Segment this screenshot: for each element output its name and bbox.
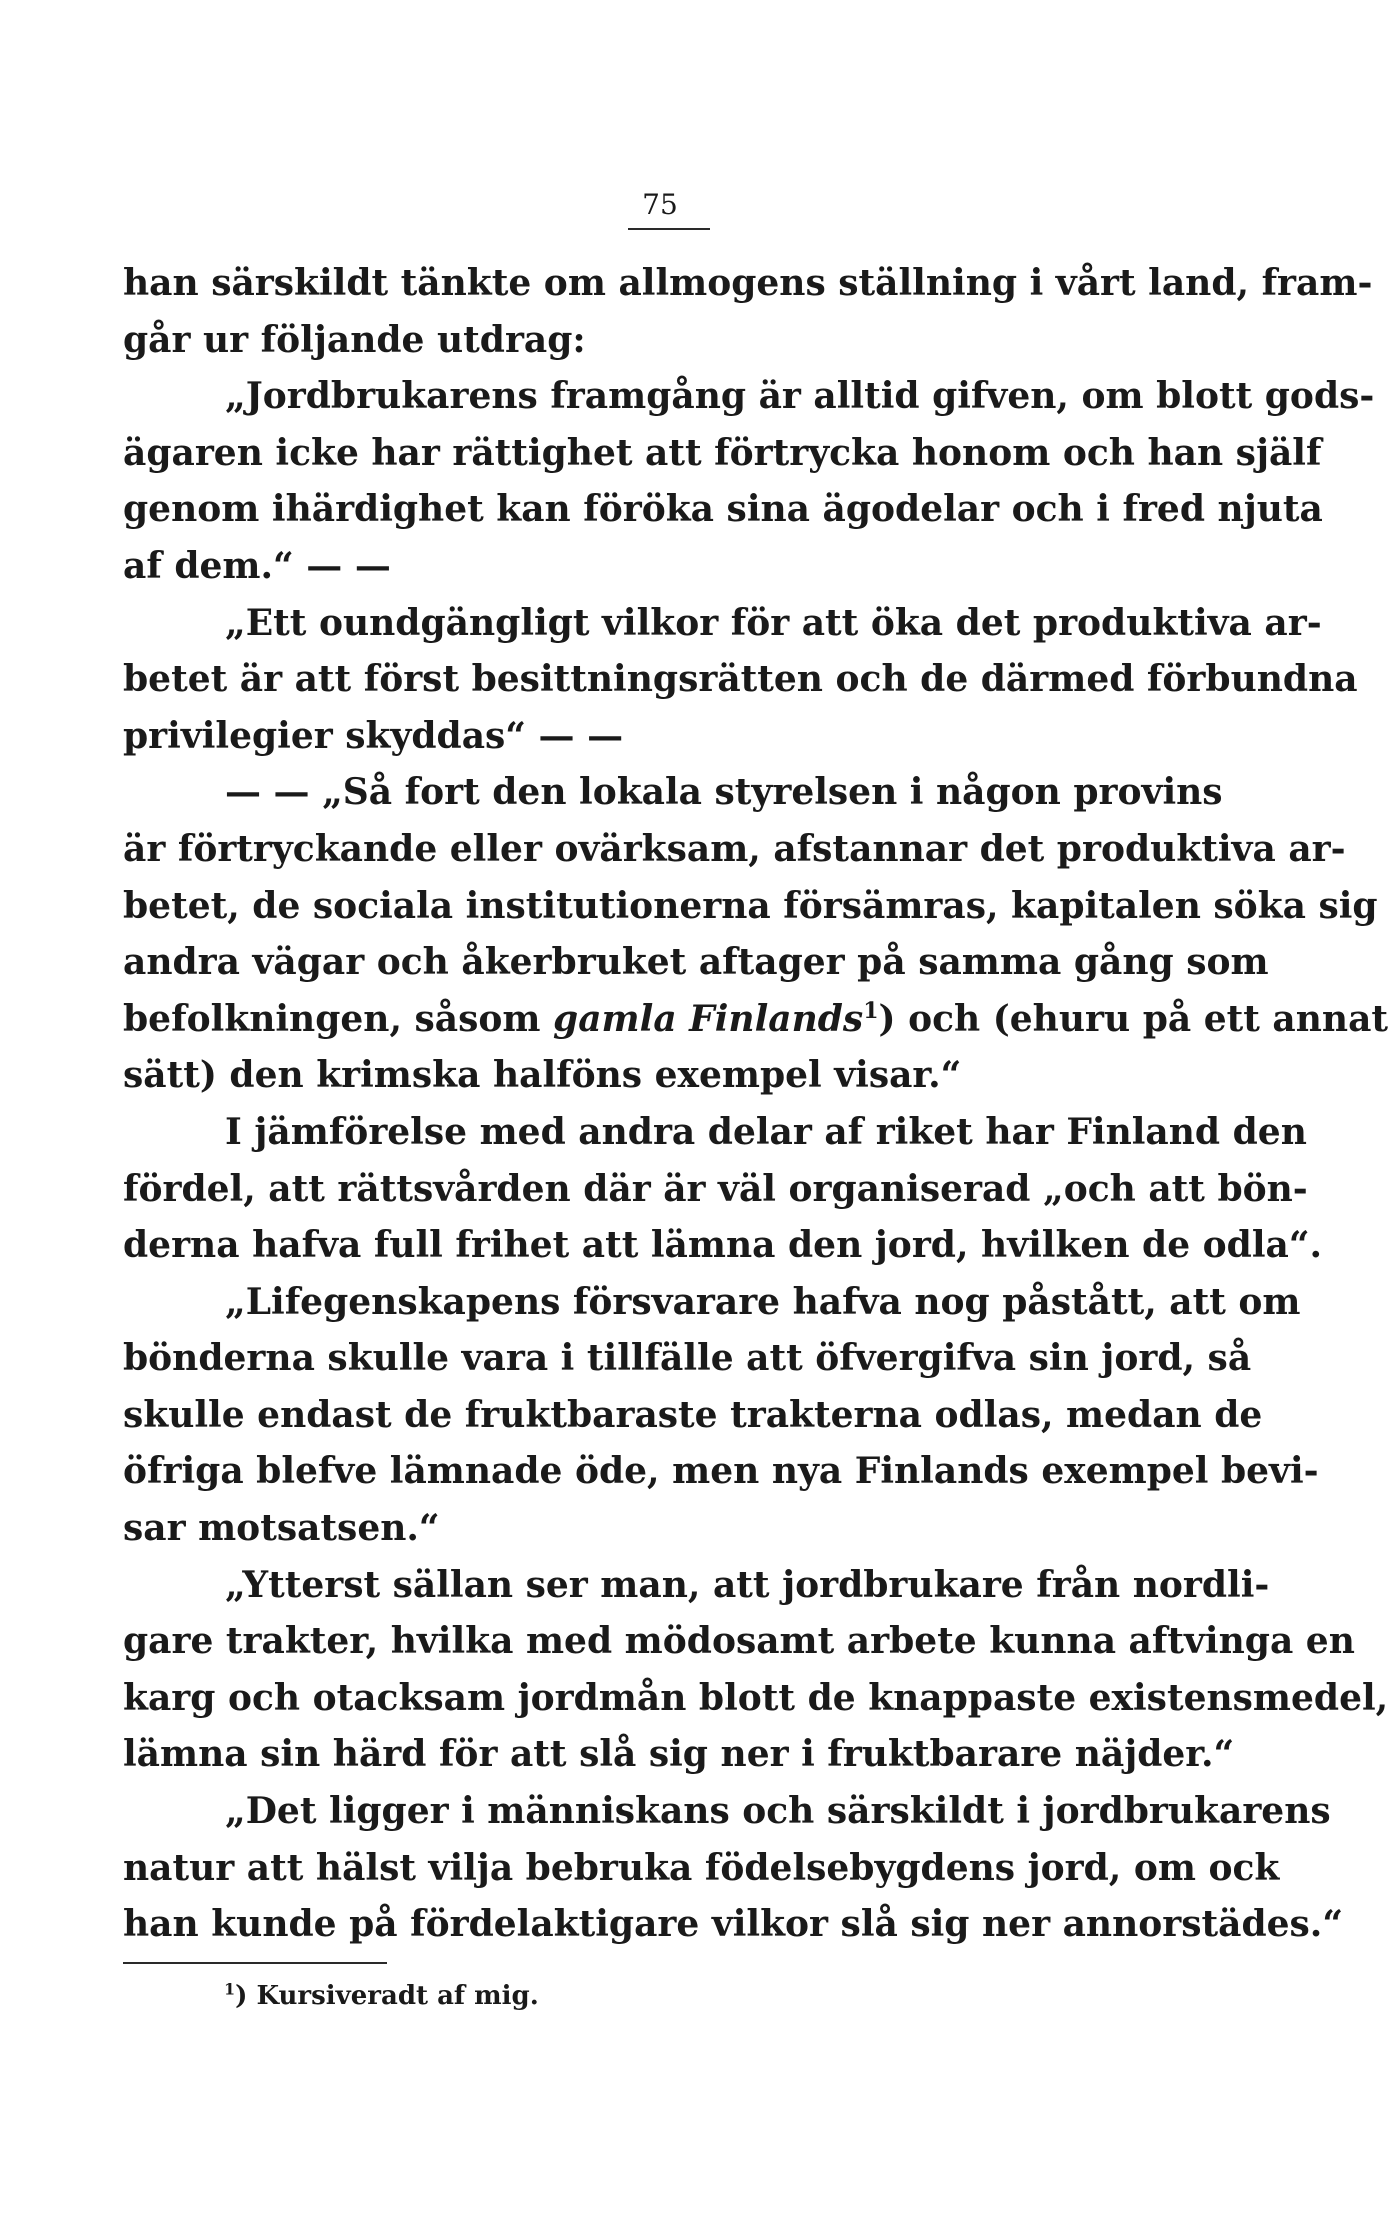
text-line: genom ihärdighet kan föröka sina ägodelar och i fred njuta — [123, 488, 1323, 531]
text-line: I jämförelse med andra delar af riket har Finland den — [225, 1110, 1307, 1153]
text-line: sar motsatsen.“ — [123, 1507, 440, 1550]
text-line: „Lifegenskapens försvarare hafva nog påstått, att om — [225, 1280, 1301, 1323]
text-line: ägaren icke har rättighet att förtrycka honom och han själf — [123, 431, 1322, 474]
text-line: är förtryckande eller ovärksam, afstannar det produktiva ar- — [123, 827, 1346, 870]
text-line-with-footnote — [123, 991, 1389, 1048]
text-segment: befolkningen, såsom — [123, 997, 541, 1040]
text-line: — — „Så fort den lokala styrelsen i någon provins — [225, 771, 1223, 814]
text-segment: ) och — [878, 997, 981, 1040]
footnote-reference: 1 — [863, 997, 879, 1024]
text-line: andra vägar och åkerbruket aftager på samma gång som — [123, 941, 1269, 984]
footnote-text: ) Kursiveradt af mig. — [235, 1981, 539, 2011]
body-text — [123, 255, 1389, 1953]
text-line: karg och otacksam jordmån blott de knappaste existensmedel, — [123, 1676, 1389, 1719]
italic-phrase: gamla Finlands — [553, 997, 864, 1040]
text-line: „Ett oundgängligt vilkor för att öka det produktiva ar- — [225, 601, 1322, 644]
footnote-marker: 1 — [224, 1979, 236, 1999]
text-line: öfriga blefve lämnade öde, men nya Finlands exempel bevi- — [123, 1450, 1319, 1493]
text-line: gare trakter, hvilka med mödosamt arbete kunna aftvinga en — [123, 1620, 1355, 1663]
text-line: han särskildt tänkte om allmogens ställning i vårt land, fram- — [123, 262, 1373, 304]
text-segment: (ehuru på ett annat — [992, 997, 1389, 1040]
text-line: „Jordbrukarens framgång är alltid gifven, om blott gods- — [225, 375, 1375, 418]
text-line: går ur följande utdrag: — [123, 318, 586, 361]
page-number-rule — [628, 228, 710, 230]
text-line: af dem.“ — — — [123, 544, 391, 587]
text-line: fördel, att rättsvården där är väl organiserad „och att bön- — [123, 1167, 1308, 1210]
footnote-rule — [123, 1962, 387, 1964]
text-line: han kunde på fördelaktigare vilkor slå sig ner annorstädes.“ — [123, 1903, 1344, 1946]
text-line: „Ytterst sällan ser man, att jordbrukare från nordli- — [225, 1563, 1270, 1606]
page-number: 75 — [642, 188, 678, 221]
text-line: sätt) den krimska halföns exempel visar.“ — [123, 1054, 962, 1097]
text-line: privilegier skyddas“ — — — [123, 714, 624, 757]
footnote — [224, 1978, 539, 2014]
text-line: bönderna skulle vara i tillfälle att öfvergifva sin jord, så — [123, 1337, 1252, 1380]
text-line: natur att hälst vilja bebruka födelsebygdens jord, om ock — [123, 1846, 1280, 1889]
text-line: betet är att först besittningsrätten och de därmed förbundna — [123, 658, 1358, 701]
text-line: derna hafva full frihet att lämna den jord, hvilken de odla“. — [123, 1224, 1323, 1267]
text-line: „Det ligger i människans och särskildt i jordbrukarens — [225, 1790, 1331, 1833]
text-line: skulle endast de fruktbaraste trakterna odlas, medan de — [123, 1393, 1263, 1436]
text-line: betet, de sociala institutionerna försämras, kapitalen söka sig — [123, 884, 1378, 927]
text-line: lämna sin härd för att slå sig ner i fruktbarare näjder.“ — [123, 1733, 1235, 1776]
